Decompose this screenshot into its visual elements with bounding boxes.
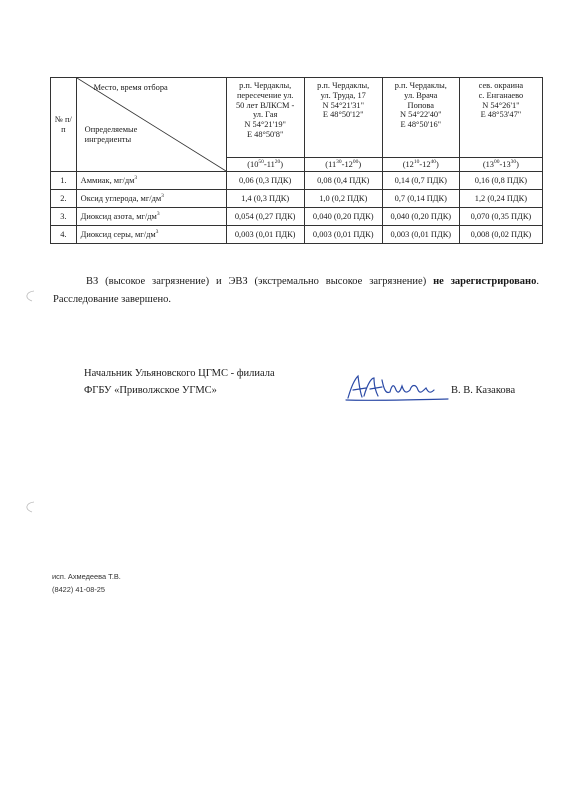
conclusion-text: ВЗ (высокое загрязнение) и ЭВЗ (экстремально высокое загрязнение)	[86, 276, 434, 287]
ingredient-label: Диоксид азота, мг/дм	[80, 211, 157, 221]
header-diagonal-cell	[76, 78, 226, 172]
time-from-hour: 11	[328, 159, 337, 169]
time-to-hour: 11	[266, 159, 275, 169]
measurement-value: 0,003 (0,01 ПДК)	[226, 226, 304, 244]
location-header	[459, 78, 542, 158]
signer-title-line1: Начальник Ульяновского ЦГМС - филиала	[84, 368, 275, 379]
conclusion-bold: не зарегистрировано	[433, 276, 537, 287]
location-line: с. Енганаево	[478, 90, 524, 100]
location-line: пересечение ул.	[236, 90, 294, 100]
location-line: E 48°50'8"	[246, 129, 284, 139]
executor-name: исп. Ахмедеева Т.В.	[52, 572, 121, 581]
ingredient-name	[76, 190, 226, 208]
row-number: 3.	[51, 208, 77, 226]
unit-superscript: 3	[134, 174, 138, 181]
ingredient-label: Оксид углерода, мг/дм	[80, 193, 162, 203]
punch-hole-mark	[22, 501, 36, 513]
time-from-hour: 12	[405, 159, 414, 169]
measurement-value: 0,054 (0,27 ПДК)	[226, 208, 304, 226]
time-to-min: 30	[510, 158, 517, 165]
location-line: ул. Труда, 17	[320, 90, 366, 100]
measurement-value: 0,7 (0,14 ПДК)	[382, 190, 459, 208]
location-line: E 48°50'16"	[400, 120, 442, 129]
header-place-time: Место, время отбора	[93, 83, 168, 92]
time-to-min: 00	[352, 158, 359, 165]
measurement-value: 0,008 (0,02 ПДК)	[459, 226, 542, 244]
conclusion-tail: . Расследование завершено.	[53, 276, 539, 305]
measurement-value: 1,2 (0,24 ПДК)	[459, 190, 542, 208]
header-num: № п/п	[51, 78, 77, 172]
ingredient-label: Аммиак, мг/дм	[80, 175, 135, 185]
table-row	[51, 208, 543, 226]
unit-superscript: 3	[161, 192, 164, 199]
location-line: Попова	[407, 100, 434, 110]
location-line: сев. окраина	[478, 81, 524, 90]
location-line: N 54°22'40"	[399, 110, 442, 120]
location-header	[304, 78, 382, 158]
time-to-hour: 13	[502, 159, 511, 169]
ingredient-name	[76, 226, 226, 244]
ingredient-name	[76, 172, 226, 190]
time-to-hour: 12	[422, 159, 431, 169]
row-number: 4.	[51, 226, 77, 244]
location-line: р.п. Чердаклы,	[394, 81, 447, 90]
location-line: N 54°26'1"	[482, 100, 520, 110]
measurement-value: 0,14 (0,7 ПДК)	[382, 172, 459, 190]
time-from-min: 00	[493, 158, 500, 165]
sample-time: $(10^{50}-11^{20})$	[226, 158, 304, 172]
signer-title-line2: ФГБУ «Приволжское УГМС»	[84, 385, 217, 396]
time-from-hour: 13	[485, 159, 494, 169]
punch-hole-mark	[22, 290, 36, 302]
executor-phone: (8422) 41-08-25	[52, 585, 106, 594]
measurement-value: 0,003 (0,01 ПДК)	[382, 226, 459, 244]
conclusion-paragraph	[53, 273, 539, 309]
location-header	[226, 78, 304, 158]
table-row	[51, 226, 543, 244]
time-to-min: 20	[274, 158, 281, 165]
time-from-min: 50	[258, 158, 264, 165]
unit-superscript: 3	[156, 210, 160, 217]
pollution-table	[50, 77, 543, 244]
row-number: 1.	[51, 172, 77, 190]
sample-time: $(13^{00}-13^{30})$	[459, 158, 542, 172]
location-line: р.п. Чердаклы,	[239, 81, 292, 90]
time-to-min: 40	[430, 158, 437, 165]
signer-name: В. В. Казакова	[451, 385, 516, 396]
measurement-value: 1,0 (0,2 ПДК)	[304, 190, 382, 208]
location-line: ул. Гая	[252, 110, 278, 120]
measurement-value: 0,06 (0,3 ПДК)	[226, 172, 304, 190]
location-line: N 54°21'19"	[244, 120, 286, 129]
measurement-value: 0,16 (0,8 ПДК)	[459, 172, 542, 190]
location-line: N 54°21'31"	[322, 100, 364, 110]
ingredient-name	[76, 208, 226, 226]
time-to-hour: 12	[344, 159, 353, 169]
measurement-value: 1,4 (0,3 ПДК)	[226, 190, 304, 208]
measurement-value: 0,070 (0,35 ПДК)	[459, 208, 542, 226]
time-from-hour: 10	[250, 159, 259, 169]
header-ingredients: Определяемые ингредиенты	[84, 125, 138, 145]
table-row	[51, 172, 543, 190]
table-header-row	[51, 78, 543, 158]
measurement-value: 0,040 (0,20 ПДК)	[382, 208, 459, 226]
measurement-value: 0,08 (0,4 ПДК)	[304, 172, 382, 190]
time-from-min: 10	[413, 158, 420, 165]
measurement-value: 0,040 (0,20 ПДК)	[304, 208, 382, 226]
handwritten-signature	[342, 370, 450, 404]
measurement-value: 0,003 (0,01 ПДК)	[304, 226, 382, 244]
location-line: 50 лет ВЛКСМ -	[235, 100, 295, 110]
location-line: р.п. Чердаклы,	[317, 81, 370, 90]
executor-block	[52, 570, 121, 596]
ingredient-label: Диоксид серы, мг/дм	[80, 229, 156, 239]
row-number: 2.	[51, 190, 77, 208]
sample-time: $(11^{30}-12^{00})$	[304, 158, 382, 172]
sample-time: $(12^{10}-12^{40})$	[382, 158, 459, 172]
location-line: ул. Врача	[404, 90, 438, 100]
location-header	[382, 78, 459, 158]
unit-superscript: 3	[155, 228, 159, 235]
table-row	[51, 190, 543, 208]
location-line: E 48°50'12"	[322, 110, 364, 120]
time-from-min: 30	[336, 158, 342, 165]
location-line: E 48°53'47"	[480, 110, 522, 120]
